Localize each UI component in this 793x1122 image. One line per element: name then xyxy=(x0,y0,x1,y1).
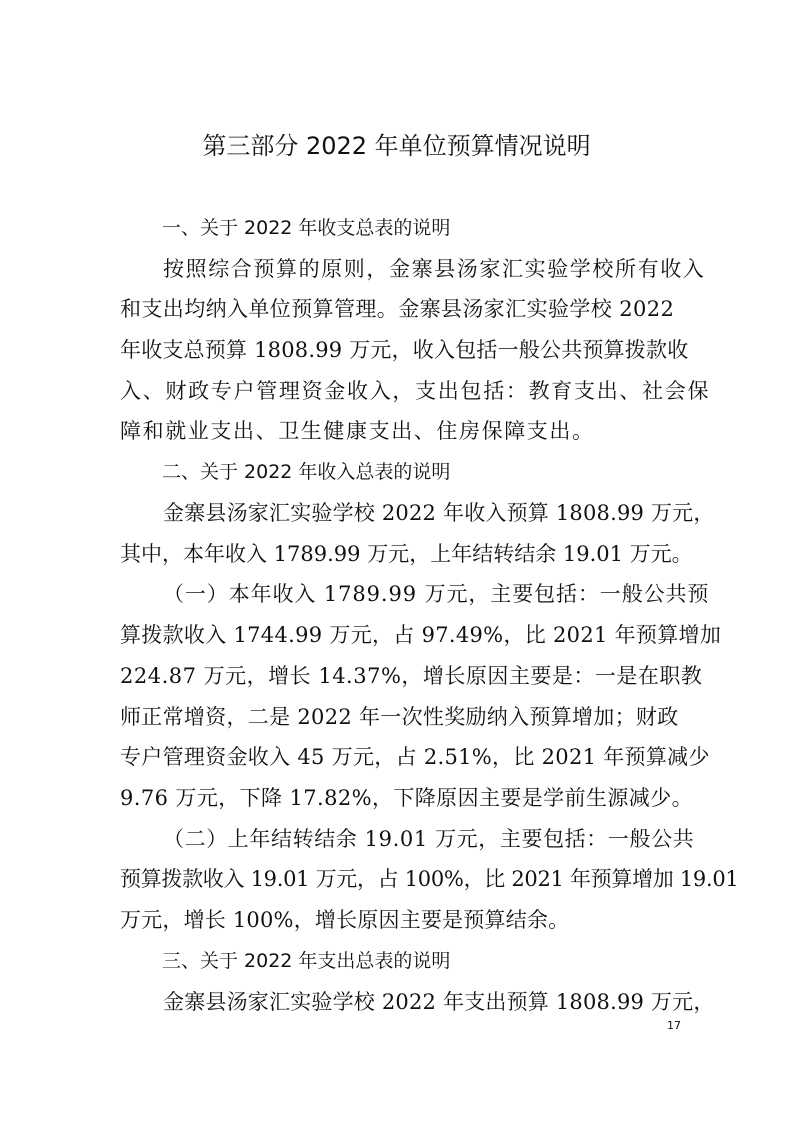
body-line: 专户管理资金收入 45 万元，占 2.51%，比 2021 年预算减少 xyxy=(120,745,710,769)
body-line: 按照综合预算的原则，金寨县汤家汇实验学校所有收入 xyxy=(163,257,706,281)
body-line: 算拨款收入 1744.99 万元，占 97.49%，比 2021 年预算增加 xyxy=(120,623,722,647)
body-line: 万元，增长 100%，增长原因主要是预算结余。 xyxy=(120,908,570,932)
body-line: 师正常增资，二是 2022 年一次性奖励纳入预算增加；财政 xyxy=(120,705,679,729)
page-number: 17 xyxy=(667,1019,681,1032)
body-line: 其中，本年收入 1789.99 万元，上年结转结余 19.01 万元。 xyxy=(120,542,693,566)
section-heading-3: 三、关于 2022 年支出总表的说明 xyxy=(162,950,451,972)
body-line: 障和就业支出、卫生健康支出、住房保障支出。 xyxy=(120,419,595,443)
body-line: （一）本年收入 1789.99 万元，主要包括：一般公共预 xyxy=(163,582,710,606)
body-line: 和支出均纳入单位预算管理。金寨县汤家汇实验学校 2022 xyxy=(120,297,675,321)
body-line: 入、财政专户管理资金收入，支出包括：教育支出、社会保 xyxy=(120,379,711,403)
body-line: 年收支总预算 1808.99 万元，收入包括一般公共预算拨款收 xyxy=(120,338,689,362)
body-line: 预算拨款收入 19.01 万元，占 100%，比 2021 年预算增加 19.01 xyxy=(120,867,739,891)
body-line: 9.76 万元，下降 17.82%，下降原因主要是学前生源减少。 xyxy=(120,786,693,810)
body-line: 金寨县汤家汇实验学校 2022 年支出预算 1808.99 万元， xyxy=(163,990,715,1014)
body-line: （二）上年结转结余 19.01 万元，主要包括：一般公共 xyxy=(163,827,695,851)
section-heading-1: 一、关于 2022 年收支总表的说明 xyxy=(162,217,451,239)
body-line: 金寨县汤家汇实验学校 2022 年收入预算 1808.99 万元， xyxy=(163,501,715,525)
section-heading-2: 二、关于 2022 年收入总表的说明 xyxy=(162,461,451,483)
body-line: 224.87 万元，增长 14.37%，增长原因主要是：一是在职教 xyxy=(120,664,703,688)
page-title: 第三部分 2022 年单位预算情况说明 xyxy=(202,132,591,160)
